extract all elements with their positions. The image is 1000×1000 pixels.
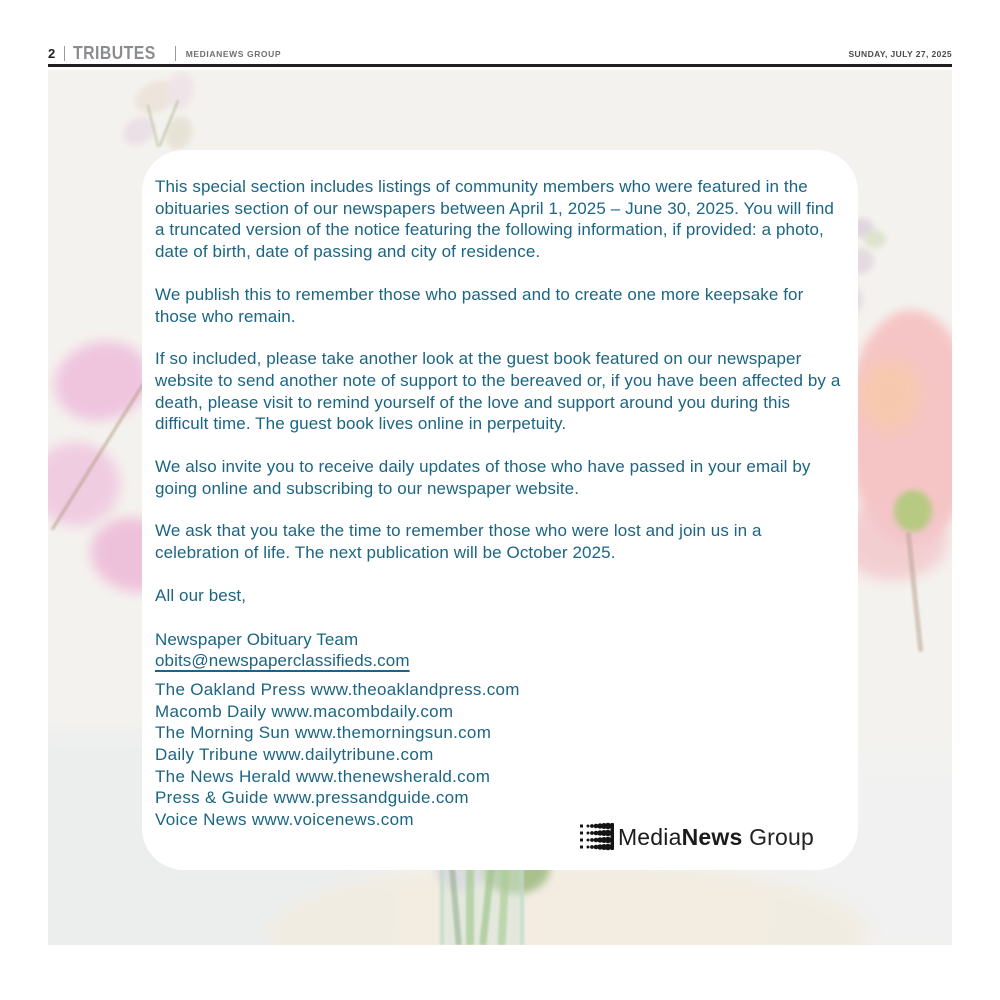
signature-block (155, 629, 842, 672)
newspaper-name: The Oakland Press (155, 679, 306, 699)
newspaper-line (155, 744, 842, 766)
logo-word-group: Group (742, 823, 814, 850)
newspaper-line (155, 787, 842, 809)
dot-matrix-logo-icon (580, 822, 614, 852)
masthead-divider (64, 46, 65, 61)
guestbook-paragraph: If so included, please take another look at the guest book featured on our newspaper website to send another note of support to the bereaved or, if you have been affected by a death, please visit to remind yourself of the love and support around you during this difficult time. The guest book lives online in perpetuity. (155, 349, 841, 434)
newspaper-name: Macomb Daily (155, 701, 267, 721)
obits-email-link[interactable]: obits@newspaperclassifieds.com (155, 651, 410, 671)
masthead (48, 44, 952, 63)
letter-card (142, 150, 858, 870)
section-title: TRIBUTES (72, 43, 156, 63)
letter-body (155, 176, 842, 831)
dahlia-center-blob (860, 360, 920, 430)
newspaper-url[interactable]: www.dailytribune.com (263, 745, 434, 765)
newspaper-line (155, 701, 842, 723)
closing-line: All our best, (155, 585, 247, 605)
newspaper-line (155, 766, 842, 788)
newspaper-line (155, 679, 842, 701)
newspaper-url[interactable]: www.themorningsun.com (294, 723, 492, 743)
daily-updates-paragraph: We also invite you to receive daily updates of those who have passed in your email by going online and subscribing to our newspaper website. (155, 457, 811, 498)
green-bud-blob (894, 490, 932, 532)
newspaper-name: The Morning Sun (155, 723, 290, 743)
logo-word-news: News (681, 823, 743, 850)
pink-flower-blob (48, 442, 120, 526)
bud-blob (864, 230, 886, 248)
tulip-flower-blob (161, 113, 196, 153)
medianews-group-wordmark (618, 824, 814, 851)
signature-team: Newspaper Obituary Team (155, 629, 359, 649)
medianews-group-logo (580, 822, 814, 852)
newspaper-list (155, 679, 842, 831)
newspaper-line (155, 722, 842, 744)
masthead-rule (48, 64, 952, 67)
page-number: 2 (48, 46, 56, 61)
logo-word-media: Media (617, 823, 682, 850)
keepsake-paragraph: We publish this to remember those who passed and to create one more keepsake for those who remain. (155, 284, 804, 326)
publisher-name: MEDIANEWS GROUP (185, 48, 282, 59)
newspaper-name: The News Herald (155, 766, 291, 786)
newspaper-url[interactable]: www.pressandguide.com (273, 788, 469, 808)
newspaper-name: Press & Guide (155, 788, 269, 808)
issue-date: SUNDAY, JULY 27, 2025 (848, 48, 952, 59)
newspaper-name: Voice News (155, 810, 247, 830)
newspaper-url[interactable]: www.thenewsherald.com (295, 766, 491, 786)
newspaper-url[interactable]: www.voicenews.com (251, 810, 414, 830)
intro-paragraph: This special section includes listings of community members who were featured in the obituaries section of our newspapers between April 1, 2025 – June 30, 2025. You will find a truncated version of the notice featuring the following information, if provided: a photo, date of birth, date of passing and city of residence. (155, 177, 834, 262)
newspaper-name: Daily Tribune (155, 745, 259, 765)
newspaper-url[interactable]: www.macombdaily.com (271, 701, 454, 721)
celebration-paragraph: We ask that you take the time to remember those who were lost and join us in a celebration of life. The next publication will be October 2025. (155, 521, 762, 563)
masthead-divider (175, 46, 176, 61)
newspaper-url[interactable]: www.theoaklandpress.com (310, 679, 520, 699)
